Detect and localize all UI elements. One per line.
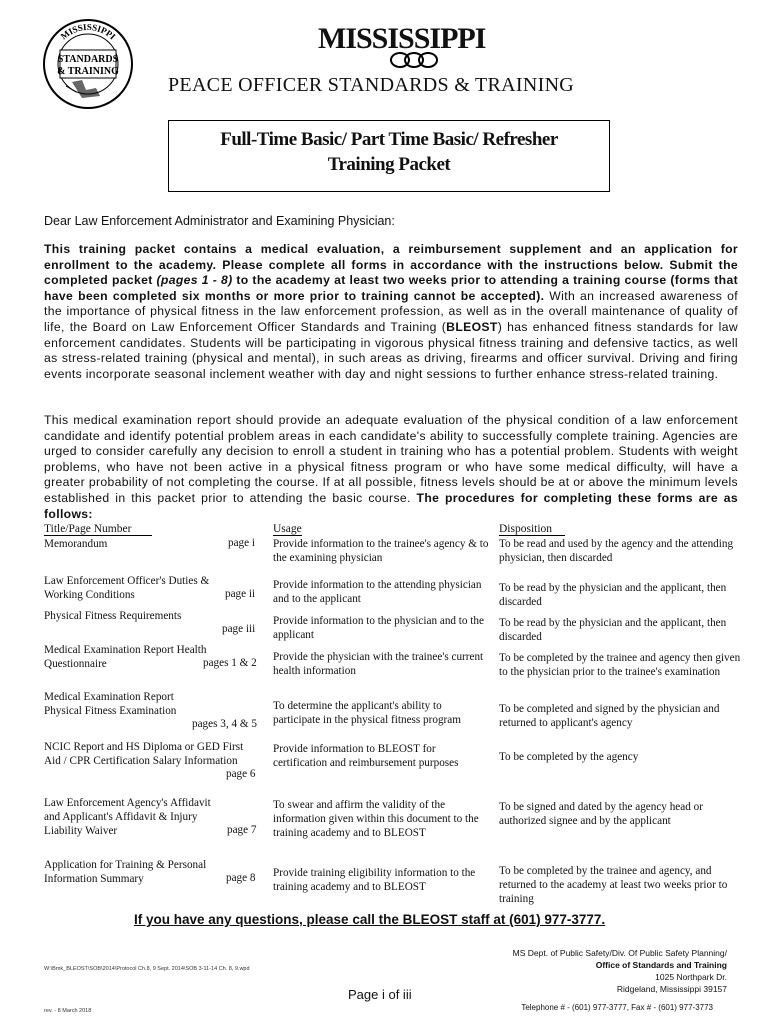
seal-top-text: MISSISSIPPI xyxy=(58,21,118,42)
title-box xyxy=(168,120,610,192)
revision-date: rev. - 8 March 2018 xyxy=(44,1008,92,1014)
row-5-disposition: To be completed and signed by the physician and returned to applicant's agency xyxy=(499,703,720,729)
agency-name: PEACE OFFICER STANDARDS & TRAINING xyxy=(168,74,575,96)
state-wordmark: MISSISSIPPI xyxy=(318,22,486,55)
intro-paragraph: This training packet contains a medical evaluation, a reimbursement supplement and an application for enrollment to the academy. Please complete all forms in accordance with the instructions below. Submit the completed packet (pages 1 - 8) to the academy at least two weeks prior to attending a training course (forms that have been completed six months or more prior to training cannot be accepted). With an increased awareness of the importance of physical fitness in the law enforcement profession, as well as in the overall maintenance of quality of life, the Board on Law Enforcement Officer Standards and Training (BLEOST) has enhanced fitness standards for law enforcement candidates. Students will be participating in vigorous physical fitness training and defensive tactics, as well as stress-related training (physical and mental), in such areas as driving, firearms and officer survival. Driving and firing events incorporate seasonal inclement weather with day and night sessions to further enhance stress-related training. xyxy=(44,242,738,381)
row-1-title: Memorandum xyxy=(44,538,108,550)
row-7-page: page 7 xyxy=(227,824,257,836)
seal-line2: & TRAINING xyxy=(57,66,119,77)
row-6-title: NCIC Report and HS Diploma or GED First Aid / CPR Certification Salary Information xyxy=(44,741,244,767)
row-7-disposition: To be signed and dated by the agency head or authorized signee and by the applicant xyxy=(499,801,703,827)
row-6-disposition: To be completed by the agency xyxy=(499,751,639,763)
header-disposition: Disposition xyxy=(499,523,565,536)
row-1-page: page i xyxy=(228,537,256,549)
seal-line1: STANDARDS xyxy=(57,54,119,65)
row-3-disposition: To be read by the physician and the applicant, then discarded xyxy=(499,617,727,643)
row-6-usage: Provide information to BLEOST for certification and reimbursement purposes xyxy=(273,743,459,769)
footer-city: Ridgeland, Mississippi 39157 xyxy=(616,984,727,994)
page-number: Page i of iii xyxy=(348,987,412,1002)
row-8-usage: Provide training eligibility information to the training academy and to BLEOST xyxy=(273,867,476,893)
footer-office: Office of Standards and Training xyxy=(595,960,727,970)
row-4-disposition: To be completed by the trainee and agency then given to the physician prior to the trainee's examination xyxy=(499,652,741,678)
salutation: Dear Law Enforcement Administrator and Examining Physician: xyxy=(44,214,395,228)
row-3-usage: Provide information to the physician and to the applicant xyxy=(273,615,484,641)
row-4-usage: Provide the physician with the trainee's current health information xyxy=(273,651,484,677)
row-5-title: Medical Examination Report Physical Fitness Examination xyxy=(44,691,177,717)
header-title-page: Title/Page Number xyxy=(44,523,152,536)
row-4-page: pages 1 & 2 xyxy=(203,657,257,669)
row-7-title: Law Enforcement Agency's Affidavit and Applicant's Affidavit & Injury Liability Waiver xyxy=(44,797,211,837)
row-1-usage: Provide information to the trainee's agency & to the examining physician xyxy=(273,538,489,564)
rings-logo-icon xyxy=(384,50,444,70)
medical-paragraph: This medical examination report should provide an adequate evaluation of the physical condition of a law enforcement candidate and identify potential problem areas in each candidate's ability to successfully complete training. Agencies are urged to consider carefully any decision to enroll a student in training who has a potential problem. Students with weight problems, who have not been active in a physical fitness program or who have some medical difficulty, will have a greater probability of not completing the course. If at all possible, fitness levels should be at or above the minimum levels established in this packet prior to attending the basic course. The procedures for completing these forms are as follows: xyxy=(44,413,738,521)
header-usage: Usage xyxy=(273,523,302,535)
row-8-disposition: To be completed by the trainee and agency, and returned to the academy at least two weeks prior to training xyxy=(499,865,728,905)
footer-file-path: W:\Bmk_BLEOST\SOB\2014\Protocol Ch.8, 9 Sept. 2014\SOB 3-11-14 Ch. 8, 9.wpd xyxy=(44,966,250,972)
row-6-page: page 6 xyxy=(226,768,256,780)
row-5-usage: To determine the applicant's ability to participate in the physical fitness program xyxy=(273,700,461,726)
row-3-title: Physical Fitness Requirements xyxy=(44,610,182,622)
row-3-page: page iii xyxy=(222,623,256,635)
row-2-disposition: To be read by the physician and the applicant, then discarded xyxy=(499,582,727,608)
row-7-usage: To swear and affirm the validity of the information given within this document to the training academy and to BLEOST xyxy=(273,799,479,839)
row-8-page: page 8 xyxy=(226,872,256,884)
footer-dept: MS Dept. of Public Safety/Div. Of Public Safety Planning/ xyxy=(512,948,727,958)
row-4-title: Medical Examination Report Health Questionnaire xyxy=(44,644,207,670)
footer-street: 1025 Northpark Dr. xyxy=(655,972,727,982)
title-line-1: Full-Time Basic/ Part Time Basic/ Refresher xyxy=(220,129,558,150)
row-5-page: pages 3, 4 & 5 xyxy=(192,718,257,730)
footer-address xyxy=(427,947,727,995)
row-2-title: Law Enforcement Officer's Duties & Working Conditions xyxy=(44,575,210,601)
questions-contact-line: If you have any questions, please call the BLEOST staff at (601) 977-3777. xyxy=(134,912,606,927)
title-line-2: Training Packet xyxy=(327,154,451,175)
standards-training-seal-icon xyxy=(42,18,134,110)
row-2-page: page ii xyxy=(225,588,256,600)
footer-phone: Telephone # - (601) 977-3777, Fax # - (601) 977-3773 xyxy=(521,1003,713,1012)
row-8-title: Application for Training & Personal Information Summary xyxy=(44,859,207,885)
row-1-disposition: To be read and used by the agency and the attending physician, then discarded xyxy=(499,538,734,564)
row-2-usage: Provide information to the attending physician and to the applicant xyxy=(273,579,482,605)
